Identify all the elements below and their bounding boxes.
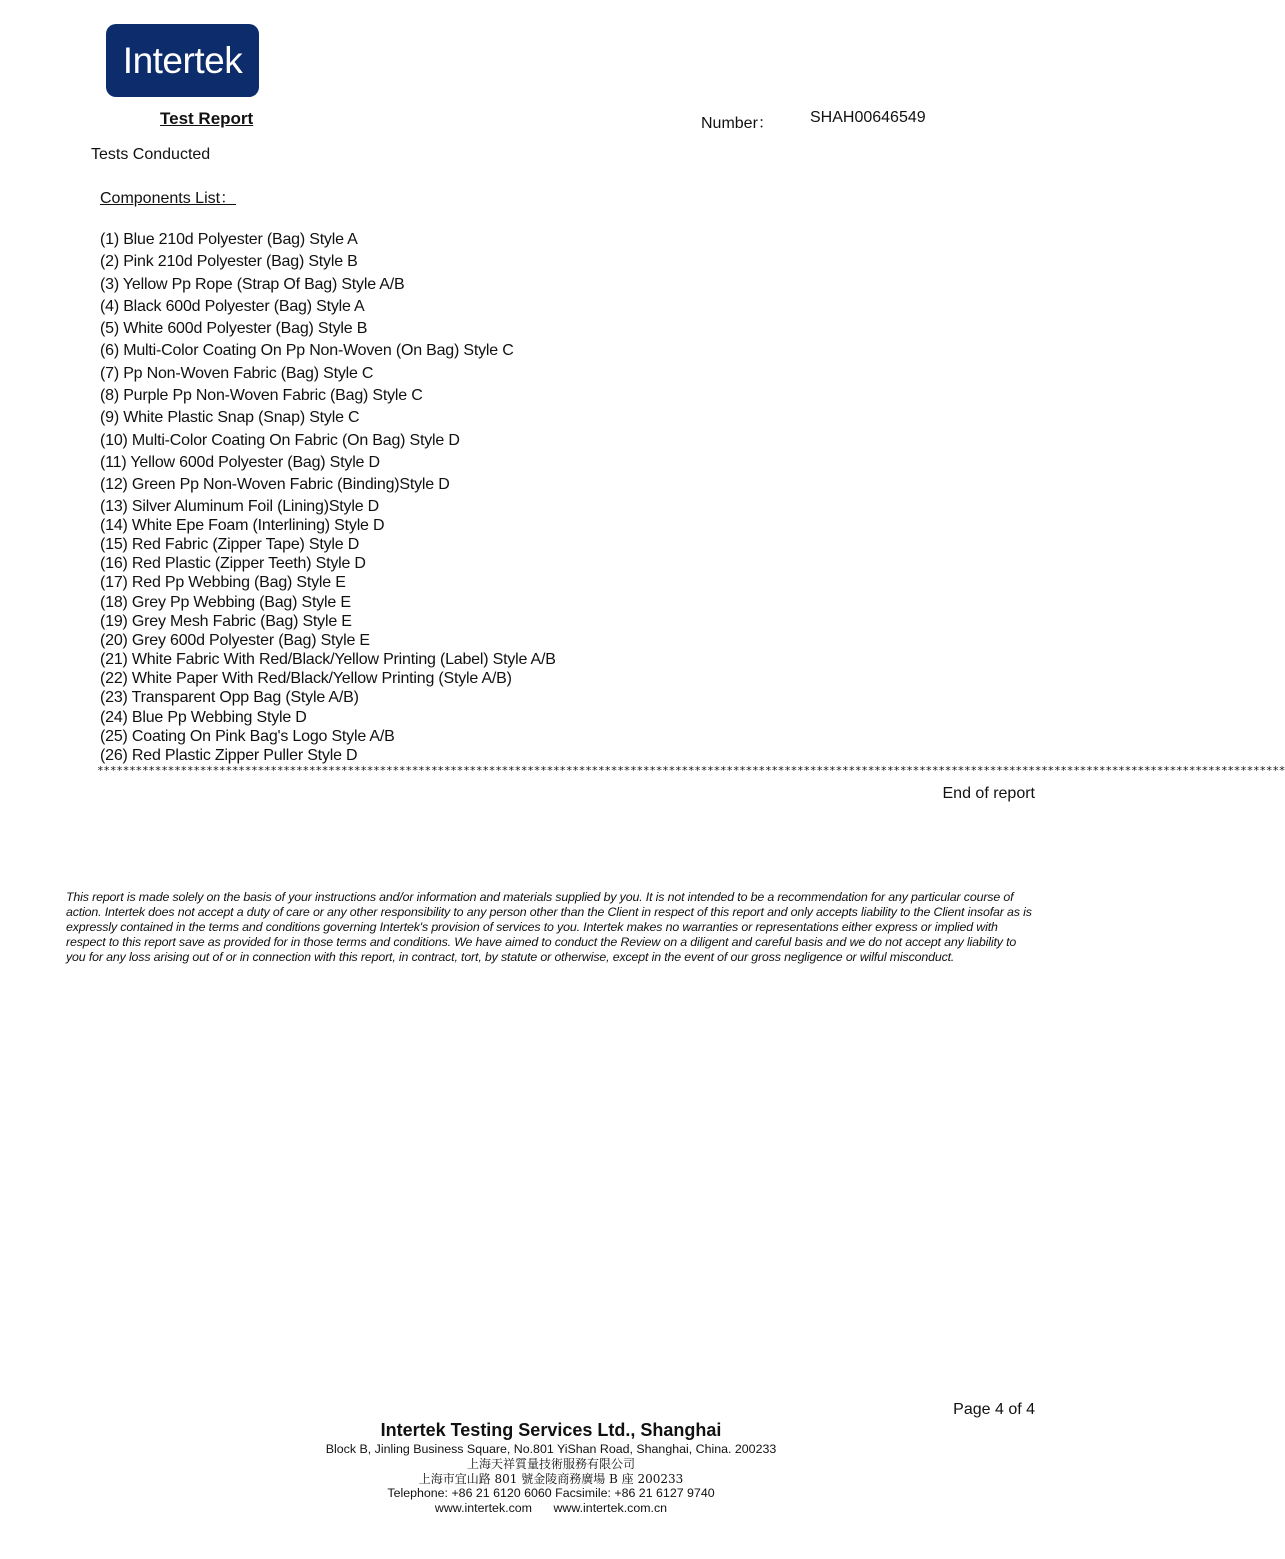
report-number-value: SHAH00646549 [810,109,926,126]
component-item: (18) Grey Pp Webbing (Bag) Style E [100,593,351,611]
end-of-report: End of report [942,785,1035,802]
footer-company-cn: 上海天祥質量技術服務有限公司 [466,1456,635,1471]
component-item: (1) Blue 210d Polyester (Bag) Style A [100,231,358,248]
component-item: (11) Yellow 600d Polyester (Bag) Style D [100,453,380,471]
intertek-logo [106,24,259,97]
component-item: (2) Pink 210d Polyester (Bag) Style B [100,253,358,271]
component-item: (23) Transparent Opp Bag (Style A/B) [100,689,359,707]
component-item: (9) White Plastic Snap (Snap) Style C [100,409,360,427]
components-list-title: Components List： [100,190,237,207]
component-item: (26) Red Plastic Zipper Puller Style D [100,747,358,764]
component-item: (17) Red Pp Webbing (Bag) Style E [100,574,346,592]
component-item: (22) White Paper With Red/Black/Yellow Printing (Style A/B) [100,670,512,688]
footer-website-cn[interactable]: www.intertek.com.cn [553,1501,668,1516]
component-item: (15) Red Fabric (Zipper Tape) Style D [100,535,360,553]
footer-address-en: Block B, Jinling Business Square, No.801 YiShan Road, Shanghai, China. 200233 [325,1442,777,1456]
footer-phone: Telephone: +86 21 6120 6060 Facsimile: +86 21 6127 9740 [387,1486,715,1501]
footer-websites [0,1501,1102,1516]
tests-conducted-heading: Tests Conducted [91,146,211,163]
component-item: (14) White Epe Foam (Interlining) Style D [100,516,385,534]
disclaimer-text: This report is made solely on the basis of your instructions and/or information and materials supplied by you. It is not intended to be a recommendation for any particular course of action. Intertek does not accept a duty of care or any other responsibility to any person other than the Client in respect of this report and only accepts liability to the Client insofar as is expressly contained in the terms and conditions governing Intertek's provision of services to you. Intertek makes no warranties or representations either express or implied with respect to this report save as provided for in those terms and conditions. We have aimed to conduct the Review on a diligent and careful basis and we do not accept any liability to you for any loss arising out of or in connection with this report, in contract, tort, by statute or otherwise, except in the event of our gross negligence or wilful misconduct. [66,890,1032,965]
component-item: (6) Multi-Color Coating On Pp Non-Woven (On Bag) Style C [100,342,514,360]
footer-website-com[interactable]: www.intertek.com [434,1501,532,1516]
component-item: (16) Red Plastic (Zipper Teeth) Style D [100,555,366,573]
logo-text: Intertek [122,39,243,81]
asterisk-separator: ***************************************************************************************************************************************************************************************** [97,764,1285,777]
page-number: Page 4 of 4 [953,1401,1035,1418]
components-list [100,229,556,765]
component-item: (8) Purple Pp Non-Woven Fabric (Bag) Style C [100,387,423,405]
component-item: (13) Silver Aluminum Foil (Lining)Style D [100,497,380,515]
component-item: (21) White Fabric With Red/Black/Yellow Printing (Label) Style A/B [100,651,556,669]
component-item: (19) Grey Mesh Fabric (Bag) Style E [100,612,352,630]
component-item: (5) White 600d Polyester (Bag) Style B [100,320,368,338]
component-item: (25) Coating On Pink Bag's Logo Style A/B [100,727,395,745]
report-title: Test Report [160,109,254,128]
component-item: (4) Black 600d Polyester (Bag) Style A [100,297,365,315]
footer-company-name: Intertek Testing Services Ltd., Shanghai [380,1420,722,1440]
component-item: (20) Grey 600d Polyester (Bag) Style E [100,631,370,649]
component-item: (3) Yellow Pp Rope (Strap Of Bag) Style A/B [100,275,405,293]
footer [0,1418,1102,1516]
report-number-label: Number： [701,115,774,132]
component-item: (24) Blue Pp Webbing Style D [100,708,307,726]
component-item: (7) Pp Non-Woven Fabric (Bag) Style C [100,364,374,382]
component-item: (10) Multi-Color Coating On Fabric (On Bag) Style D [100,431,460,449]
component-item: (12) Green Pp Non-Woven Fabric (Binding)Style D [100,476,450,494]
footer-address-cn: 上海市宜山路 801 號金陵商務廣場 B 座 200233 [418,1471,684,1486]
